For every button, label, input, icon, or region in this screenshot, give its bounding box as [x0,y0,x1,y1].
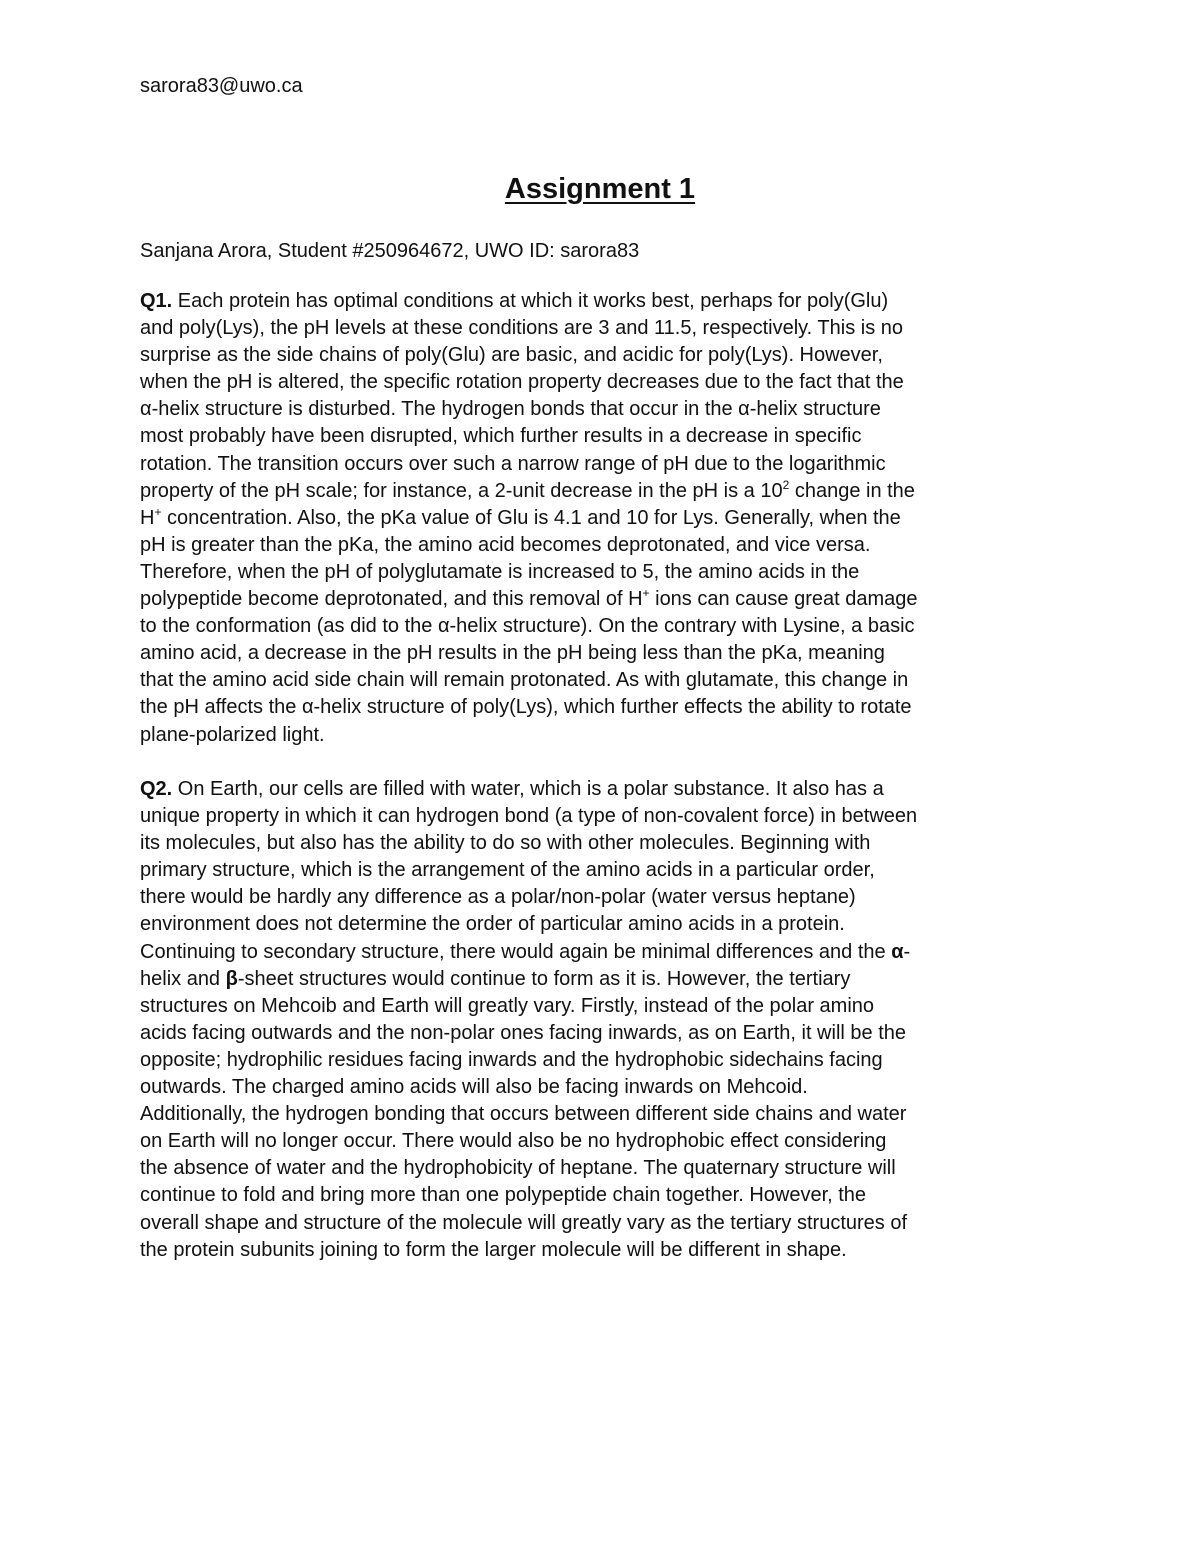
paragraph-line: the absence of water and the hydrophobicity of heptane. The quaternary structure will [140,1157,896,1180]
beta-symbol: β [225,967,238,990]
line-text: Continuing to secondary structure, there would again be minimal differences and the [140,940,892,963]
paragraph-line: outwards. The charged amino acids will also be facing inwards on Mehcoid. [140,1076,808,1099]
line-text: ions can cause great damage [649,588,918,611]
paragraph-line: Therefore, when the pH of polyglutamate is increased to 5, the amino acids in the [140,560,860,583]
alpha-symbol: α [891,940,904,963]
paragraph-line: amino acid, a decrease in the pH results in the pH being less than the pKa, meaning [140,642,885,665]
paragraph-line: primary structure, which is the arrangement of the amino acids in a particular order, [140,859,875,882]
paragraph-line: its molecules, but also has the ability to do so with other molecules. Beginning with [140,832,871,855]
paragraph-line [140,776,1060,803]
line-text: Each protein has optimal conditions at which it works best, perhaps for poly(Glu) [172,290,889,312]
paragraph-line: on Earth will no longer occur. There would also be no hydrophobic effect considering [140,1130,887,1153]
line-text: polypeptide become deprotonated, and this removal of H [140,588,643,611]
line-text: concentration. Also, the pKa value of Glu is 4.1 and 10 for Lys. Generally, when the [161,506,901,529]
paragraph-line: continue to fold and bring more than one polypeptide chain together. However, the [140,1184,867,1207]
paragraph-line: unique property in which it can hydrogen bond (a type of non-covalent force) in between [140,805,918,828]
question-label: Q2. [140,778,173,800]
line-text: - [903,940,911,963]
paragraph-line [140,478,1060,505]
paragraph-line: and poly(Lys), the pH levels at these conditions are 3 and 11.5, respectively. This is no [140,317,904,340]
paragraph-line: rotation. The transition occurs over such a narrow range of pH due to the logarithmic [140,452,886,475]
paragraph-line: the pH affects the α-helix structure of poly(Lys), which further effects the ability to rotate [140,696,912,719]
paragraph-line: pH is greater than the pKa, the amino acid becomes deprotonated, and vice versa. [140,533,871,556]
superscript: + [642,586,650,601]
answer-q1 [140,288,1060,749]
paragraph-line: Additionally, the hydrogen bonding that occurs between different side chains and water [140,1103,907,1126]
answer-q2 [140,776,1060,1264]
author-line: Sanjana Arora, Student #250964672, UWO ID: sarora83 [140,240,640,262]
paragraph-line [140,288,1060,315]
paragraph-line [140,939,1060,966]
paragraph-line: when the pH is altered, the specific rotation property decreases due to the fact that the [140,371,904,394]
paragraph-line: that the amino acid side chain will remain protonated. As with glutamate, this change in [140,669,909,692]
paragraph-line: acids facing outwards and the non-polar ones facing inwards, as on Earth, it will be the [140,1021,906,1044]
paragraph-line [140,966,1060,993]
paragraph-line: the protein subunits joining to form the larger molecule will be different in shape. [140,1238,847,1261]
paragraph-line: overall shape and structure of the molecule will greatly vary as the tertiary structures of [140,1211,908,1234]
paragraph-line: most probably have been disrupted, which further results in a decrease in specific [140,425,862,448]
paragraph-line [140,505,1060,532]
paragraph-line: plane-polarized light. [140,723,325,746]
paragraph-line: there would be hardly any difference as a polar/non-polar (water versus heptane) [140,886,856,909]
superscript: 2 [782,477,790,492]
question-label: Q1. [140,290,173,312]
paragraph-line: α-helix structure is disturbed. The hydrogen bonds that occur in the α-helix structure [140,398,881,421]
paragraph-line: structures on Mehcoib and Earth will greatly vary. Firstly, instead of the polar amino [140,994,875,1017]
superscript: + [154,504,162,519]
line-text: property of the pH scale; for instance, a 2-unit decrease in the pH is a 10 [140,479,783,502]
paragraph-line [140,586,1060,613]
paragraph-line: environment does not determine the order of particular amino acids in a protein. [140,913,845,936]
paragraph-line: to the conformation (as did to the α-helix structure). On the contrary with Lysine, a basic [140,615,915,638]
paragraph-line: opposite; hydrophilic residues facing inwards and the hydrophobic sidechains facing [140,1048,883,1071]
header-email: sarora83@uwo.ca [140,75,303,97]
line-text: change in the [789,479,915,502]
paragraph-line: surprise as the side chains of poly(Glu) are basic, and acidic for poly(Lys). However, [140,344,883,367]
line-text: H [140,506,155,529]
line-text: On Earth, our cells are filled with water, which is a polar substance. It also has a [172,778,884,800]
line-text: -sheet structures would continue to form as it is. However, the tertiary [237,967,851,990]
line-text: helix and [140,967,226,990]
document-title: Assignment 1 [504,173,696,205]
